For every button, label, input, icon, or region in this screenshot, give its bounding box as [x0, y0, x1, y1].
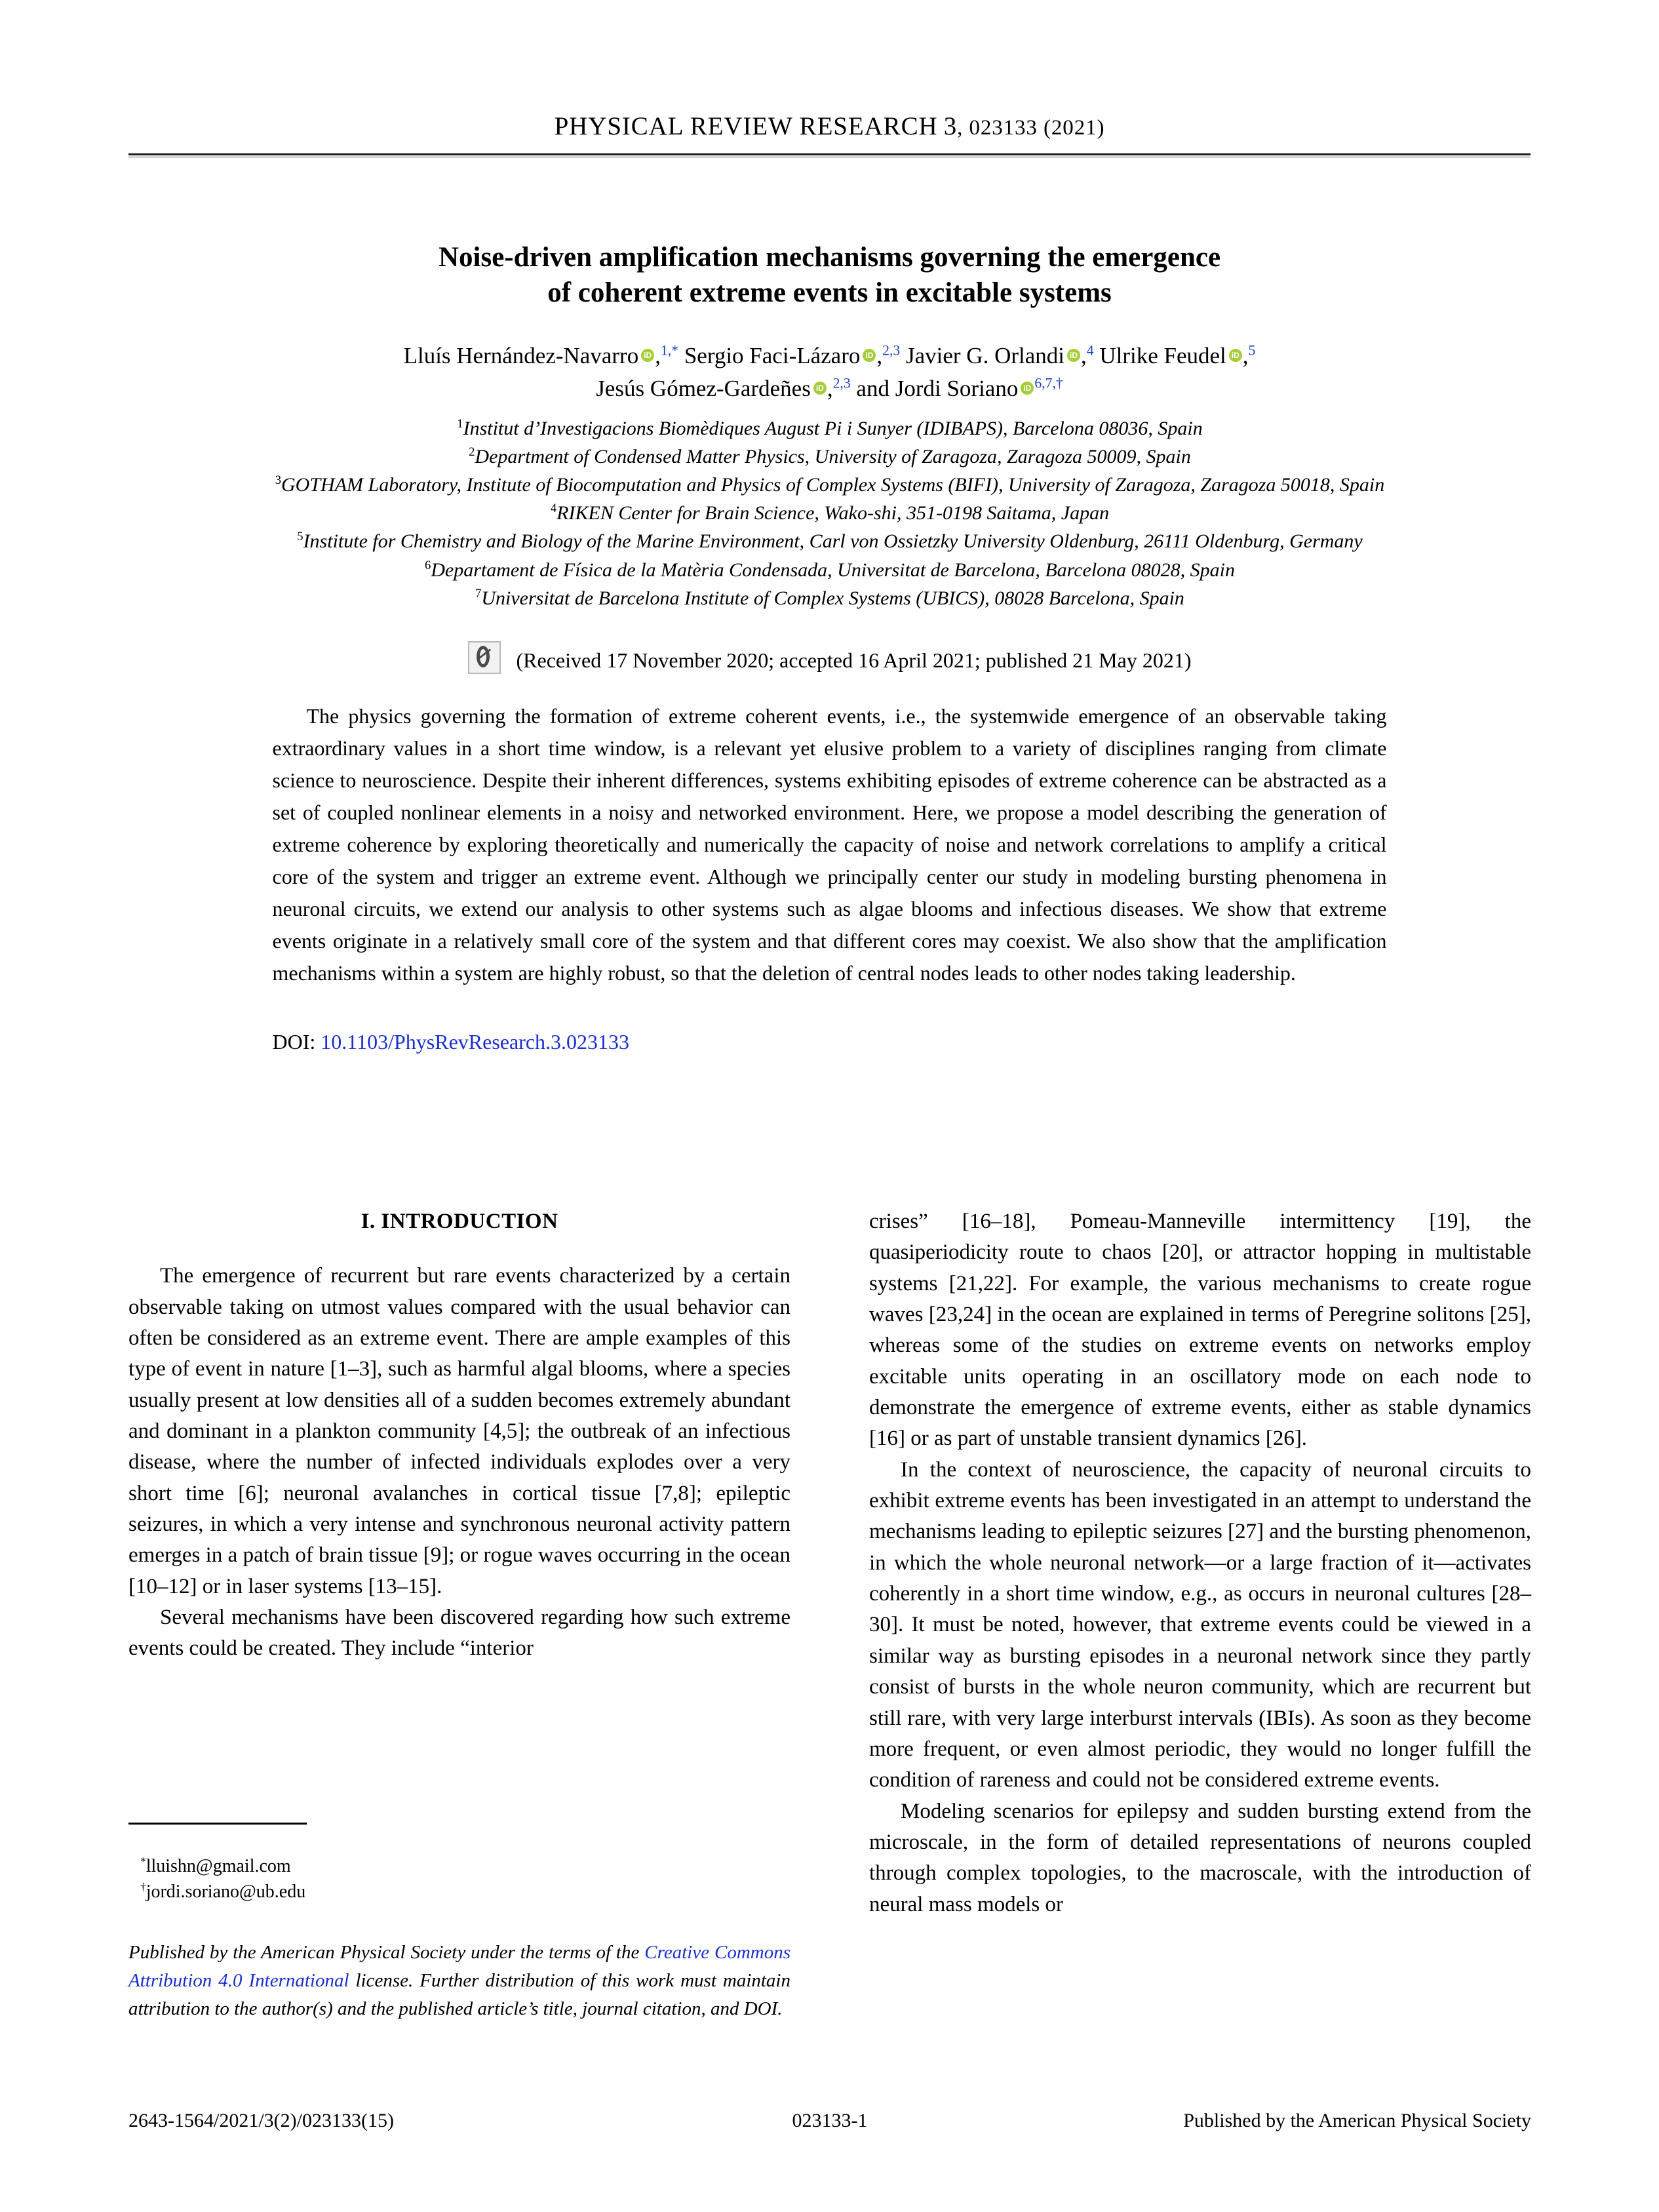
author-affiliation-marker[interactable]: 2,3 — [882, 342, 901, 359]
affiliation-list — [128, 414, 1531, 612]
running-head-year: (2021) — [1044, 116, 1105, 140]
affiliation-number: 4 — [550, 502, 557, 516]
publication-dates: (Received 17 November 2020; accepted 16 April 2021; published 21 May 2021) — [516, 648, 1192, 673]
affiliation-text: Departament de Física de la Matèria Condensada, Universitat de Barcelona, Barcelona 08028, Spain — [431, 559, 1236, 581]
paragraph: Several mechanisms have been discovered regarding how such extreme events could be created. They include “interior — [128, 1606, 790, 1661]
footnote-item — [140, 1879, 790, 1905]
affiliation-text: Universitat de Barcelona Institute of Complex Systems (UBICS), 08028 Barcelona, Spain — [481, 587, 1184, 609]
author-name: Lluís Hernández-Navarro — [403, 343, 639, 369]
affiliation-item — [128, 443, 1531, 471]
author-affiliation-marker[interactable]: 1,* — [660, 342, 679, 359]
affiliation-number: 1 — [457, 416, 463, 431]
affiliation-number: 3 — [275, 473, 282, 488]
author-name: and Jordi Soriano — [856, 376, 1019, 402]
affiliation-number: 5 — [297, 530, 303, 544]
orcid-icon[interactable] — [641, 349, 654, 362]
license-notice — [128, 1939, 790, 2023]
orcid-icon[interactable] — [1067, 349, 1080, 362]
orcid-icon[interactable] — [1229, 349, 1242, 362]
author-entry[interactable]: Ulrike Feudel iD ,$^5$ — [1099, 343, 1255, 368]
footer-publisher: Published by the American Physical Society — [1183, 2110, 1531, 2131]
page-title — [325, 240, 1335, 311]
section-heading-introduction: I. INTRODUCTION — [361, 1210, 558, 1233]
author-line-1 — [214, 340, 1446, 372]
paragraph: The emergence of recurrent but rare events characterized by a certain observable taking on utmost values compared with the usual behavior can often be considered as an extreme event. There are ample examples of this type of event in nature [1–3], such as harmful algal blooms, where a species usually present at low densities all of a sudden becomes extremely abundant and dominant in a plankton community [4,5]; the outbreak of an infectious disease, where the number of infected individuals explodes over a very short time [6]; neuronal avalanches in cortical tissue [7,8]; epileptic seizures, in which a very intense and synchronous neuronal activity pattern emerges in a patch of brain tissue [9]; or rogue waves occurring in the ocean [10–12] or in laser systems [13–15]. — [128, 1264, 790, 1598]
affiliation-item — [128, 414, 1531, 443]
affiliation-item — [128, 471, 1531, 499]
title-line-1: Noise-driven amplification mechanisms governing the emergence — [438, 242, 1221, 273]
author-entry[interactable] — [856, 376, 1063, 401]
author-entry[interactable]: Jesús Gómez-Gardeñes iD ,$^{2,3}$ — [596, 376, 850, 401]
publication-dates-row — [128, 641, 1531, 674]
footnote-email[interactable]: lluishn@gmail.com — [146, 1856, 291, 1876]
title-line-2: of coherent extreme events in excitable systems — [547, 277, 1112, 309]
author-line-2 — [214, 372, 1446, 405]
orcid-icon[interactable] — [1021, 382, 1034, 395]
author-entry[interactable]: Lluís Hernández-Navarro iD ,$^{1,*}$ — [404, 343, 678, 368]
orcid-icon[interactable] — [813, 382, 827, 395]
footer-page-number: 023133-1 — [792, 2110, 868, 2131]
affiliation-item — [128, 527, 1531, 555]
author-affiliation-marker[interactable]: 4 — [1086, 342, 1094, 359]
footnote-block — [128, 1823, 790, 2023]
affiliation-item — [128, 584, 1531, 612]
affiliation-item — [128, 499, 1531, 527]
affiliation-text: Department of Condensed Matter Physics, University of Zaragoza, Zaragoza 50009, Spain — [475, 445, 1191, 467]
license-text-before: Published by the American Physical Society under the terms of the — [128, 1942, 645, 1964]
license-text-after: license. Further distribution of this work must maintain attribution to the author(s) and the published article’s title, journal citation, and DOI. — [128, 1970, 790, 2019]
footnote-item — [140, 1853, 790, 1879]
orcid-icon[interactable] — [863, 349, 876, 362]
doi-link[interactable]: 10.1103/PhysRevResearch.3.023133 — [321, 1029, 630, 1054]
author-affiliation-marker[interactable]: 6,7,† — [1034, 375, 1063, 391]
author-entry[interactable]: Javier G. Orlandi iD ,$^4$ — [906, 343, 1094, 368]
abstract: The physics governing the formation of extreme coherent events, i.e., the systemwide emergence of an observable taking extraordinary values in a short time window, is a relevant yet elusive problem to a variety of disciplines ranging from climate science to neuroscience. Despite their inherent differences, systems exhibiting episodes of extreme coherence can be abstracted as a set of coupled nonlinear elements in a noisy and networked environment. Here, we propose a model describing the generation of extreme coherence by exploring theoretically and numerically the capacity of noise and network correlations to amplify a critical core of the system and trigger an extreme event. Although we principally center our study in modeling bursting phenomena in neuronal circuits, we extend our analysis to other systems such as algae blooms and infectious diseases. We show that extreme events originate in a relatively small core of the system and that different cores may coexist. We also show that the amplification mechanisms within a system are highly robust, so that the deletion of central nodes leads to other nodes taking leadership. — [272, 704, 1387, 985]
left-column — [128, 1206, 790, 1665]
author-name: Ulrike Feudel — [1099, 343, 1226, 369]
header-rule — [128, 153, 1531, 157]
affiliation-text: Institut d’Investigacions Biomèdiques August Pi i Sunyer (IDIBAPS), Barcelona 08036, Spain — [463, 417, 1203, 439]
affiliation-number: 7 — [475, 586, 482, 601]
author-name: Jesús Gómez-Gardeñes — [596, 376, 811, 402]
footer-issn: 2643-1564/2021/3(2)/023133(15) — [128, 2110, 394, 2131]
paragraph: In the context of neuroscience, the capacity of neuronal circuits to exhibit extreme events has been investigated in an attempt to understand the mechanisms leading to epileptic seizures [27] and the bursting phenomenon, in which the whole neuronal network—or a large fraction of it—activates coherently in a short time window, e.g., as occurs in neuronal cultures [28–30]. It must be noted, however, that extreme events could be viewed in a similar way as bursting episodes in a neuronal network since they partly consist of bursts in the whole neuron community, which are recurrent but still rare, with very large interburst intervals (IBIs). As soon as they become more frequent, or even almost periodic, they would no longer fulfill the condition of rareness and could not be considered extreme events. — [869, 1457, 1531, 1792]
footnote-email[interactable]: jordi.soriano@ub.edu — [146, 1882, 306, 1903]
affiliation-text: Institute for Chemistry and Biology of the Marine Environment, Carl von Ossietzky University Oldenburg, 26111 Oldenburg, Germany — [303, 530, 1363, 553]
running-head-journal: PHYSICAL REVIEW RESEARCH — [554, 112, 938, 140]
footnote-rule — [128, 1823, 307, 1825]
author-affiliation-marker[interactable]: 5 — [1248, 342, 1256, 359]
affiliation-text: RIKEN Center for Brain Science, Wako-shi, 351-0198 Saitama, Japan — [556, 502, 1110, 524]
author-entry[interactable]: Sergio Faci-Lázaro iD ,$^{2,3}$ — [684, 343, 900, 368]
running-head-article: 023133 — [969, 116, 1038, 140]
running-head: PHYSICAL REVIEW RESEARCH 3, 023133 (2021) — [554, 112, 1105, 140]
affiliation-number: 6 — [424, 558, 431, 572]
crossmark-badge-icon[interactable] — [468, 641, 501, 674]
license-link[interactable]: Creative Commons Attribution 4.0 International — [128, 1942, 791, 1991]
doi-line — [273, 1030, 1387, 1054]
right-column — [869, 1206, 1531, 1920]
paragraph: crises” [16–18], Pomeau-Manneville intermittency [19], the quasiperiodicity route to chaos [20], or attractor hopping in multistable systems [21,22]. For example, the various mechanisms to create rogue waves [23,24] in the ocean are explained in terms of Peregrine solitons [25], whereas some of the studies on extreme events on networks employ excitable units operating in an oscillatory mode on each node to demonstrate the emergence of extreme events, either as stable dynamics [16] or as part of unstable transient dynamics [26]. — [869, 1210, 1531, 1451]
affiliation-number: 2 — [469, 444, 475, 459]
footnote-marker: * — [140, 1855, 146, 1868]
doi-label: DOI: — [272, 1029, 316, 1054]
affiliation-text: GOTHAM Laboratory, Institute of Biocomputation and Physics of Complex Systems (BIFI), University of Zaragoza, Zaragoza 50018, Spain — [281, 474, 1385, 496]
affiliation-item — [128, 556, 1531, 584]
footnote-marker: † — [140, 1880, 146, 1893]
running-head-volume: 3 — [943, 112, 958, 140]
author-affiliation-marker[interactable]: 2,3 — [832, 375, 851, 391]
paragraph: Modeling scenarios for epilepsy and sudden bursting extend from the microscale, in the form of detailed representations of neurons coupled through complex topologies, to the macroscale, with the introduction of neural mass models or — [869, 1799, 1531, 1916]
author-list — [214, 340, 1446, 405]
author-name: Sergio Faci-Lázaro — [684, 343, 861, 369]
author-name: Javier G. Orlandi — [905, 343, 1064, 369]
